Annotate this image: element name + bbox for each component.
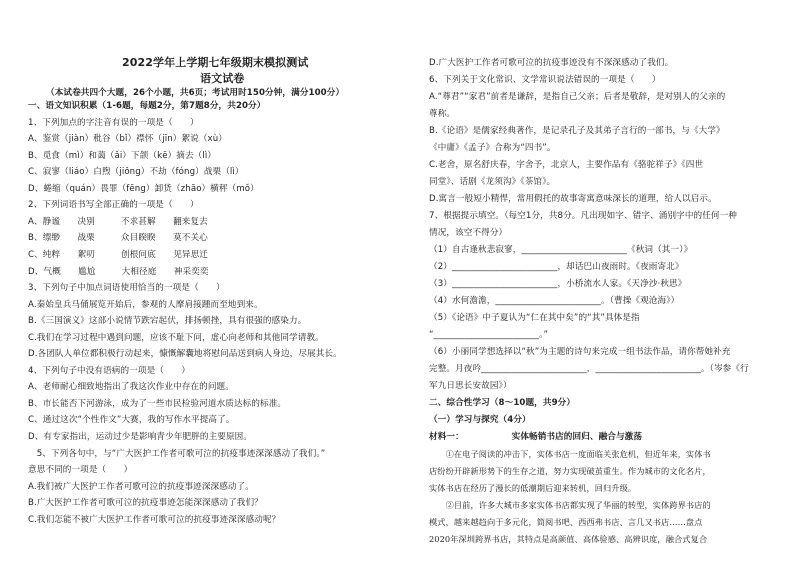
text-line: D、有专家指出，运动过少是影响青少年肥胖的主要原因。 [28,432,253,442]
text-line: 同堂》、话剧《龙须沟》《茶馆》。 [429,177,556,187]
text-line: A.“尊君”“家君”前者是谦辞，是指自己父亲；后者是敬辞，是对别人的父亲的 [429,92,726,102]
text-line: C.我们在学习过程中遇到问题，应该不耻下问，虚心向老师和其他同学请教。 [28,332,324,343]
text-line: 意思不同的一项是（ ） [28,465,133,476]
text-line: 6、下列关于文化常识、文学常识说法错误的一项是（ ） [429,75,661,85]
text-line: 1、下列加点的字注音有误的一项是（ ） [28,117,199,128]
text-line: A、鉴赏（jiàn）秕谷（bǐ）襟怀（jīn）絮说（xù） [28,134,227,145]
text-line: 完整。月夜吟________________________，________________________。（岑参《行 [429,364,749,374]
text-line: 店纷纷开辟新形势下的生存之道，努力实现破茧重生。作为城市的文化名片， [429,466,711,476]
text-line: （1）自古逢秋悲寂寥，________________________《秋词（其一）》 [429,245,693,255]
text-line: 尊称。 [429,109,456,119]
text-line: B.《三国演义》这部小说情节跌宕起伏，排扬顿挫，具有很强的感染力。 [28,316,307,327]
text-line: C.我们怎能不被广大医护工作者可歌可泣的抗疫事迹深深感动呢？ [28,514,281,525]
text-line: A、静谧 决别 不求甚解 翻来复去 [28,216,208,227]
text-line: 情况，该空不得分） [429,228,508,238]
text-line: （2）________________________，却话巴山夜雨时。《夜雨寄北》 [429,262,684,272]
text-line: A、老师耐心细致地指出了我这次作业中存在的问题。 [28,382,234,393]
text-line: 一、语文知识积累（1-6题，每题2分，第7题8分，共20分） [28,101,266,111]
exam-note: （本试卷共四个大题，26个小题，共6页；考试用时150分钟，满分100分） [46,88,345,98]
text-line: A.秦始皇兵马俑展览开始后，参观的人摩肩接踵而至地到来。 [28,299,263,310]
text-line: 4、下列句子中没有语病的一项是（ ） [28,365,191,376]
text-line: 3、下列句子中加点词语使用恰当的一项是（ ） [28,283,225,294]
text-line: C.老舍，原名舒庆春，字舍予，北京人，主要作品有《骆驼祥子》《四世 [429,160,704,170]
text-line: 军九日思长安故园》） [429,381,512,391]
text-line: （一）学习与探究（4分） [429,415,531,425]
exam-title: 2022学年上学期七年级期末模拟测试 [122,56,309,69]
text-line: （6）小丽同学想选择以“秋”为主题的诗句来完成一组书法作品，请你帮她补充 [429,347,731,357]
text-line: （4）水何澹澹，________________________。（曹操《观沧海》） [429,296,680,306]
text-line: C、纯粹 絮叨 创根问底 见异思迁 [28,249,208,260]
text-line: ②目前，许多大城市多家实体书店都实现了华丽的转型，实体跨界书店的 [429,500,711,510]
text-line: B、缥缈 战栗 众目睽睽 莫不关心 [28,233,208,244]
text-line: “________________________。” [429,330,549,340]
text-line: 模式，越来越趋向于多元化，简阅书吧、西西弗书店、言几又书店……盘点 [429,517,703,527]
text-line: ①在电子阅读的冲击下，实体书店一度面临关张危机，但近年来，实体书 [429,449,711,459]
text-line: D.寓言一般短小精悍，常用假托的故事寄寓意味深长的道理，给人以启示。 [429,194,717,204]
text-line: 5、下列各句中，与“广大医护工作者可歌可泣的抗疫事迹深深感动了我们。” [28,448,326,459]
text-line: A.我们被广大医护工作者可歌可泣的抗疫事迹深深感动了。 [28,481,255,492]
text-line: 《中庸》《孟子》合称为“四书”。 [429,143,556,153]
text-line: B、觅食（mì）和蔼（ǎi）下颌（kē）摘去（lì） [28,150,217,161]
text-line: D.各团队人单位都积极行动起来，慷慨解囊地将慰问品送到病人身边，尽展其长。 [28,349,342,360]
text-line: D、气概 尴尬 大相径庭 神采奕奕 [28,266,209,277]
text-line: 二、综合性学习（8～10题，共9分） [429,398,576,408]
text-line: D、蜷缩（quán）畏罪（fēng）卸货（zhāo）横秤（mǒ） [28,183,259,194]
text-line: 2020年深圳跨界书店，其特点是高颜值、高体验感、高辨识度，融合式复合 [429,534,708,544]
text-line: D.广大医护工作者可歌可泣的抗疫事迹没有不深深感动了我们。 [429,58,674,68]
text-line: B.《论语》是儒家经典著作，是记录孔子及其弟子言行的一部书，与《大学》 [429,126,725,136]
text-line: （3）________________________，小桥流水人家。《天净沙·秋思》 [429,279,687,289]
text-line: 7、根据提示填空。（每空1分，共8分。凡出现如字、错字、涌别字中的任何一种 [429,211,737,221]
text-line: 2、下列词语书写全部正确的一项是（ ） [28,200,199,211]
text-line: （5）《论语》中子夏认为“仁在其中矣”的“其”具体是指 [429,313,640,323]
text-line: C、寂寥（liáo）白煦（jiǒng）不劫（fóng）战栗（lì） [28,167,244,178]
exam-subtitle: 语文试卷 [200,72,245,85]
text-line: 实体书店在经历了漫长的低潮期后迎来转机，回归升级。 [429,483,637,493]
text-line: C、通过这次“个性作文”大赛，我的写作水平提高了。 [28,415,235,426]
text-line: B、市长能否下河游泳，成为了一些市民检验河道水质达标的标准。 [28,398,287,409]
text-line: B.广大医护工作者可歌可泣的抗疫事迹怎能深深感动了我们？ [28,498,263,509]
text-line: 材料一： 实体畅销书店的回归、融合与激荡 [429,432,643,442]
